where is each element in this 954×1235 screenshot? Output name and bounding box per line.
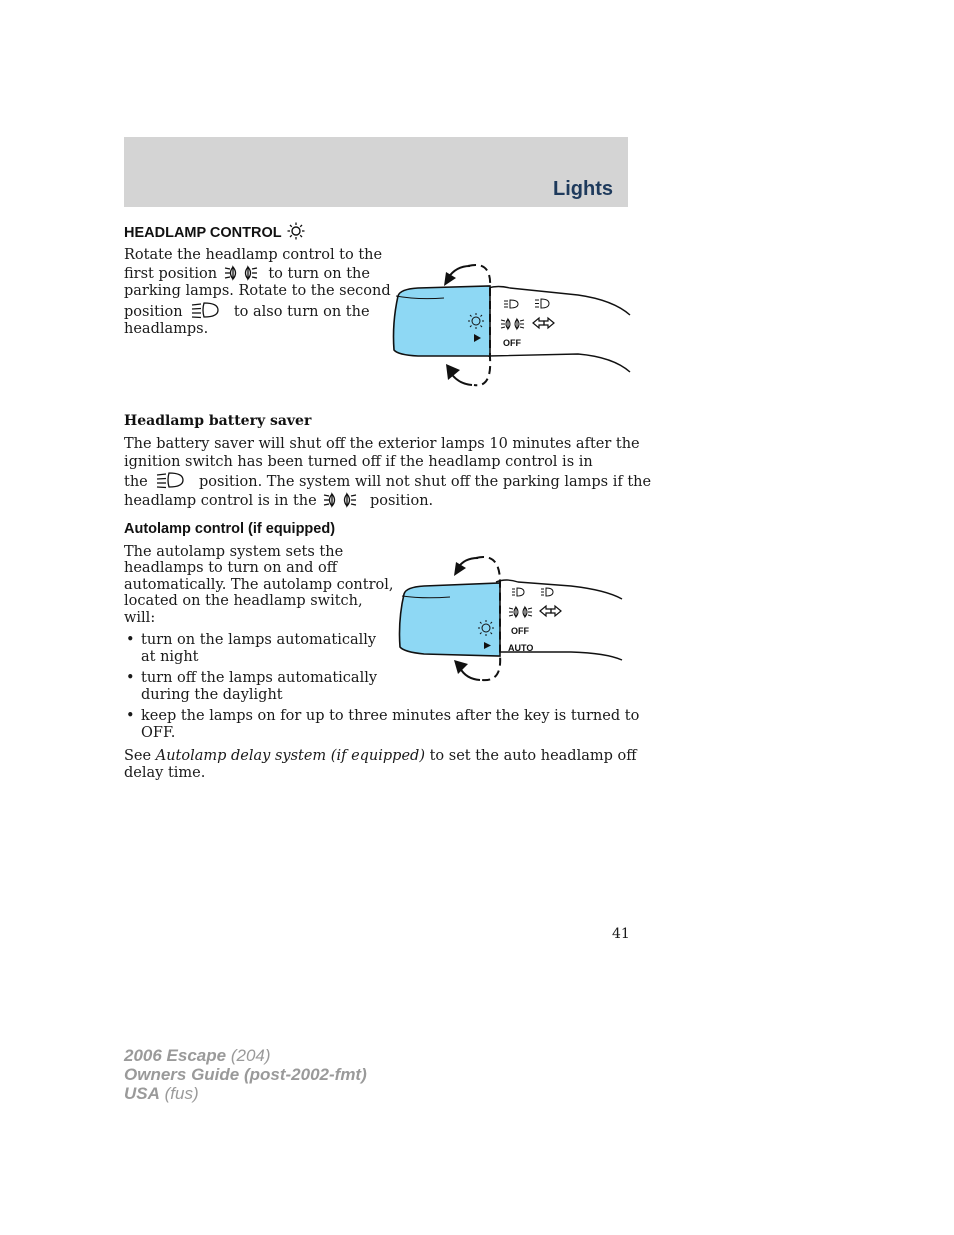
text-line: will: (124, 609, 156, 626)
bullet-marker: • (126, 708, 135, 724)
text-line: position to also turn on the (124, 301, 384, 322)
parking-lamp-icon (224, 265, 258, 281)
battery-saver-heading: Headlamp battery saver (124, 413, 312, 429)
text-line: parking lamps. Rotate to the second (124, 283, 391, 299)
section-header-band (124, 137, 628, 207)
off-label: OFF (511, 626, 529, 636)
list-item: • turn off the lamps automatically during the daylight (126, 670, 378, 703)
parking-lamp-icon (501, 319, 524, 329)
bullet-marker: • (126, 670, 135, 686)
headlamp-icon (191, 301, 219, 319)
text-line: located on the headlamp switch, (124, 593, 363, 610)
autolamp-intro-paragraph (124, 544, 394, 626)
sun-icon (285, 222, 307, 240)
battery-saver-paragraph (124, 436, 652, 510)
headlamp-control-paragraph (124, 247, 391, 339)
autolamp-delay-reference: Autolamp delay system (if equipped) (155, 748, 425, 764)
footer-line: USA (fus) (124, 1084, 199, 1103)
text-line: Rotate the headlamp control to the (124, 247, 383, 263)
bullet-marker: • (126, 632, 135, 648)
list-item: • keep the lamps on for up to three minutes after the key is turned to OFF. (126, 708, 640, 741)
autolamp-see-paragraph (124, 748, 637, 782)
text-line: the position. The system will not shut off the parking lamps if the (124, 471, 624, 492)
high-beam-icon (535, 299, 549, 308)
text-line: ignition switch has been turned off if the headlamp control is in (124, 453, 593, 470)
document-footer (124, 1046, 367, 1103)
text-line: headlamps. (124, 321, 209, 337)
text-line: first position to turn on the (124, 265, 370, 282)
text-line: headlamps to turn on and off (124, 560, 338, 577)
text-line: See Autolamp delay system (if equipped) to set the auto headlamp off (124, 748, 637, 764)
fog-lamp-icon (504, 300, 518, 308)
fog-lamp-icon (512, 588, 524, 596)
text-line: delay time. (124, 765, 206, 781)
turn-signal-icon (540, 606, 561, 616)
off-label: OFF (503, 338, 521, 348)
autolamp-switch-diagram (396, 552, 626, 687)
text-line: The battery saver will shut off the exterior lamps 10 minutes after the (124, 436, 640, 452)
auto-label: AUTO (508, 643, 534, 653)
list-item: • turn on the lamps automatically at night (126, 632, 377, 665)
text-line: The autolamp system sets the (124, 544, 344, 560)
autolamp-heading: Autolamp control (if equipped) (124, 521, 336, 537)
page-number: 41 (612, 926, 630, 942)
headlamp-switch-diagram (388, 258, 633, 393)
headlamp-icon (156, 471, 184, 489)
headlamp-control-heading (124, 222, 307, 241)
parking-lamp-icon (509, 607, 532, 617)
footer-line: 2006 Escape (204) (124, 1046, 271, 1065)
text-line: headlamp control is in the position. (124, 492, 434, 509)
headlamp-control-heading-text: HEADLAMP CONTROL (124, 225, 282, 241)
section-title: Lights (553, 178, 613, 200)
turn-signal-icon (533, 318, 554, 328)
parking-lamp-icon (323, 492, 357, 508)
footer-line: Owners Guide (post-2002-fmt) (124, 1065, 367, 1084)
text-line: automatically. The autolamp control, (124, 576, 394, 593)
high-beam-icon (541, 588, 553, 596)
